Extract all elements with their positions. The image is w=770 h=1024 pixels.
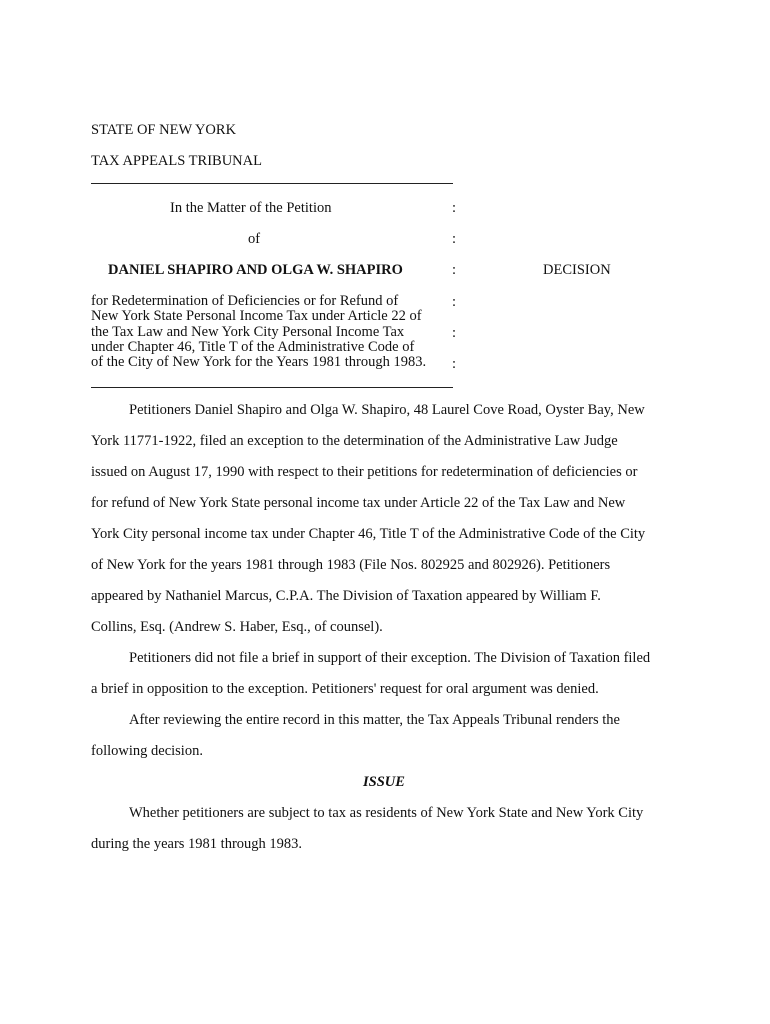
caption-top-rule <box>91 183 453 184</box>
caption-colon: : <box>452 262 457 278</box>
paragraph-procedural-history <box>91 395 681 643</box>
tribunal-heading: TAX APPEALS TRIBUNAL <box>91 153 262 169</box>
of-line: of <box>248 231 261 247</box>
purpose-line: of the City of New York for the Years 1981 through 1983. <box>91 354 427 371</box>
body-line: Collins, Esq. (Andrew S. Haber, Esq., of counsel). <box>91 619 383 635</box>
purpose-line: the Tax Law and New York City Personal Income Tax <box>91 323 405 340</box>
decision-label: DECISION <box>543 262 611 278</box>
party-names: DANIEL SHAPIRO AND OLGA W. SHAPIRO <box>108 262 403 278</box>
matter-line: In the Matter of the Petition <box>170 200 332 216</box>
paragraph-review <box>91 705 681 767</box>
purpose-line: New York State Personal Income Tax under Article 22 of <box>91 308 422 325</box>
body-line: York 11771-1922, filed an exception to the determination of the Administrative Law Judge <box>91 433 618 449</box>
purpose-line: under Chapter 46, Title T of the Administrative Code of <box>91 338 415 355</box>
body-line: of New York for the years 1981 through 1983 (File Nos. 802925 and 802926). Petitioners <box>91 557 611 573</box>
paragraph-issue <box>91 798 681 860</box>
body-line: Whether petitioners are subject to tax as residents of New York State and New York City <box>129 805 644 821</box>
body-line: following decision. <box>91 743 203 759</box>
caption-colon: : <box>452 231 457 247</box>
body-line: a brief in opposition to the exception. Petitioners' request for oral argument was denied. <box>91 681 599 697</box>
purpose-line: for Redetermination of Deficiencies or for Refund of <box>91 293 399 309</box>
body-line: Petitioners Daniel Shapiro and Olga W. Shapiro, 48 Laurel Cove Road, Oyster Bay, New <box>129 402 645 418</box>
caption-colon: : <box>452 325 457 341</box>
body-line: during the years 1981 through 1983. <box>91 836 303 852</box>
caption-bottom-rule <box>91 387 453 388</box>
caption-colon: : <box>452 294 457 310</box>
body-line: appeared by Nathaniel Marcus, C.P.A. The Division of Taxation appeared by William F. <box>91 588 601 604</box>
body-line: for refund of New York State personal income tax under Article 22 of the Tax Law and New <box>91 495 626 511</box>
body-line: York City personal income tax under Chapter 46, Title T of the Administrative Code of the City <box>91 526 646 542</box>
body-line: issued on August 17, 1990 with respect to their petitions for redetermination of deficiencies or <box>91 464 638 480</box>
caption-colon: : <box>452 356 457 372</box>
body-line: Petitioners did not file a brief in support of their exception. The Division of Taxation filed <box>129 650 651 666</box>
state-heading: STATE OF NEW YORK <box>91 122 237 138</box>
caption-colon: : <box>452 200 457 216</box>
body-line: After reviewing the entire record in this matter, the Tax Appeals Tribunal renders the <box>129 712 620 728</box>
caption-purpose <box>91 294 443 370</box>
paragraph-briefs <box>91 643 681 705</box>
issue-heading: ISSUE <box>363 774 405 790</box>
